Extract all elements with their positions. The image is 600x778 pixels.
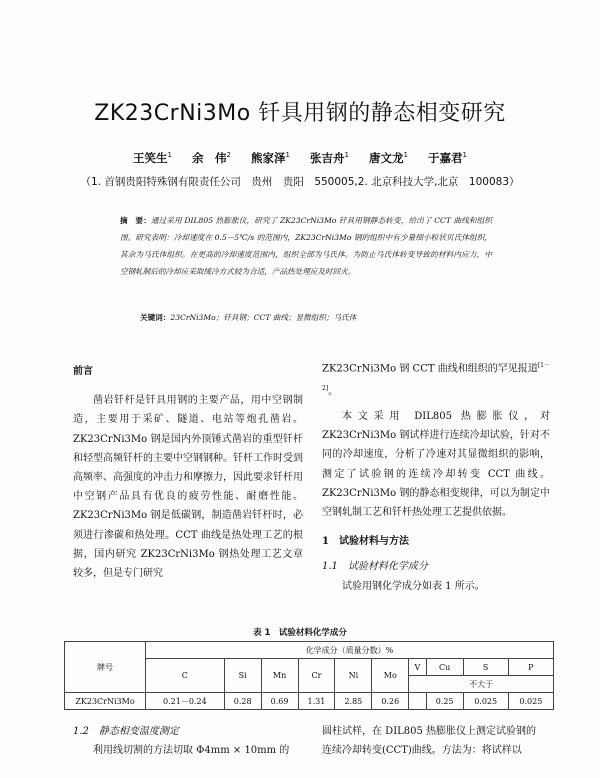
table-row-header: 牌号	[65, 642, 146, 693]
subsection-heading-1-1: 1.1 试验材料化学成分	[322, 561, 428, 573]
author-list	[0, 150, 600, 166]
col-header: P	[508, 659, 553, 676]
keywords-text: 23CrNi3Mo；钎具钢；CCT 曲线；显微组织；马氏体	[170, 313, 357, 322]
body-text-line: 连续冷却转变(CCT)曲线。方法为：将试样以	[322, 745, 522, 756]
subsection-heading-1-2: 1.2 静态相变温度测定	[73, 726, 179, 737]
table-cell: 0.26	[372, 693, 409, 710]
affiliation: （1. 首钢贵阳特殊钢有限责任公司 贵州 贵阳 550005,2. 北京科技大学,北京 100083）	[80, 176, 520, 188]
table-cell: ZK23CrNi3Mo	[65, 693, 146, 710]
not-more-than-label: 不大于	[409, 676, 554, 693]
right-column	[322, 356, 550, 596]
author: 王笑生$^1$	[133, 151, 173, 165]
section-heading-preface: 前言	[73, 366, 93, 377]
abstract	[120, 212, 492, 280]
table-group-header: 化学成分（质量分数）%	[146, 642, 554, 659]
section-heading-1: 1 试验材料与方法	[322, 536, 409, 548]
abstract-label: 摘 要：	[120, 216, 151, 225]
subsection-text: 利用线切割的方法切取 Φ4mm × 10mm 的	[93, 745, 290, 756]
author: 于嘉君$^1$	[427, 151, 467, 165]
bottom-left-column	[73, 722, 303, 760]
col-header: V	[409, 659, 426, 676]
table-cell: 0.21－0.24	[146, 693, 225, 710]
table-cell: 0.28	[224, 693, 261, 710]
table-caption: 表 1 试验材料化学成分	[253, 628, 347, 638]
col-header: Cr	[298, 659, 335, 693]
subsection-text: 试验用钢化学成分如表 1 所示。	[342, 580, 485, 592]
table-cell: 2.85	[335, 693, 372, 710]
col-header: Mo	[372, 659, 409, 693]
table-cell: 0.025	[463, 693, 508, 710]
table-row	[65, 693, 554, 710]
col-header: Ni	[335, 659, 372, 693]
author: 熊家泽$^1$	[251, 151, 290, 165]
col-header: C	[146, 659, 225, 693]
col-header: Si	[224, 659, 261, 693]
table-cell: 0.25	[426, 693, 463, 710]
col-header: Cu	[426, 659, 463, 676]
table-cell	[409, 693, 426, 710]
preface-paragraph-cont: ZK23CrNi3Mo 钢 CCT 曲线和组织的罕见报道[1－2]。	[322, 362, 550, 397]
abstract-text: 通过采用 DIL805 热膨胀仪，研究了 ZK23CrNi3Mo 钎具用钢静态转变，给出了 CCT 曲线和组织图。研究表明：冷却速度在 0.5－5℃/s 的范围内，ZK23CrNi3Mo 钢的组织中有少量细小粒状贝氏体组织，其余为马氏体组织。在更高的冷却速度范围内，组织全部为马氏体。为防止马氏体转变导致的材料内应力，中空钢轧制后的冷却应采取缓冷方式较为合适，产品热处理应及时回火。	[120, 216, 492, 276]
paper-title: ZK23CrNi3Mo 钎具用钢的静态相变研究	[94, 101, 506, 126]
col-header: Mn	[261, 659, 298, 693]
method-paragraph: 本文采用 DIL805 热膨胀仪，对 ZK23CrNi3Mo 钢试样进行连续冷却试验，针对不同的冷却速度，分析了冷速对其显微组织的影响，测定了试验钢的连续冷却转变 CCT 曲线。ZK23CrNi3Mo 钢的静态相变规律，可以为制定中空钢轧制工艺和钎杆热处理工艺提供依据。	[322, 411, 550, 519]
left-column	[73, 362, 303, 583]
preface-paragraph: 凿岩钎杆是钎具用钢的主要产品，用中空钢制造，主要用于采矿、隧道、电站等炮孔凿岩。ZK23CrNi3Mo 钢是国内外顶锤式凿岩的重型钎杆和轻型高频钎杆的主要中空钢钢种。钎杆工作时受到高频率、高强度的冲击力和摩擦力，因此要求钎杆用中空钢产品具有优良的疲劳性能、耐磨性能。ZK23CrNi3Mo 钢是低碳钢，制造凿岩钎杆时，必须进行渗碳和热处理。CCT 曲线是热处理工艺的根据，国内研究 ZK23CrNi3Mo 钢热处理工艺文章较多，但是专门研究	[73, 395, 303, 580]
author: 张吉舟$^1$	[310, 151, 349, 165]
citation-ref: [1－2]	[322, 362, 550, 392]
table-cell: 0.025	[508, 693, 553, 710]
table-cell: 0.69	[261, 693, 298, 710]
table-cell: 1.31	[298, 693, 335, 710]
composition-table	[64, 641, 554, 710]
author: 唐文龙$^1$	[368, 151, 408, 165]
keywords	[140, 312, 500, 323]
body-text-line: 圆柱试样，在 DIL805 热膨胀仪上测定试验钢的	[322, 726, 537, 737]
col-header: S	[463, 659, 508, 676]
keywords-label: 关键词：	[140, 313, 171, 322]
bottom-right-column	[322, 722, 550, 760]
author: 余 伟$^2$	[192, 151, 231, 165]
